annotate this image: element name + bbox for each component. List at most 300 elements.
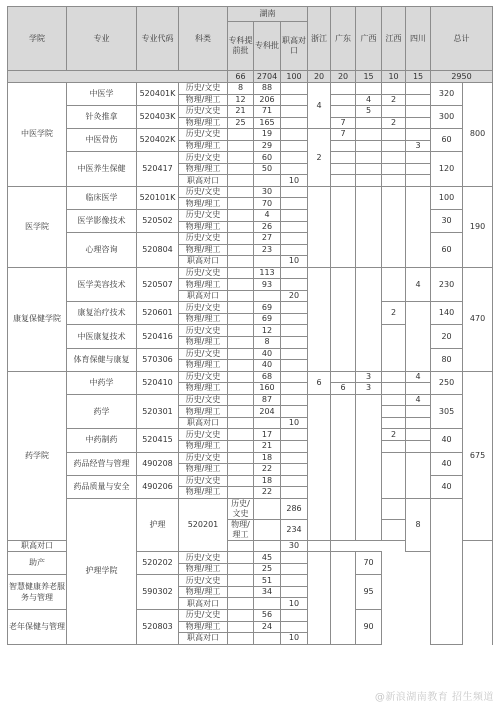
cell [331,552,356,644]
total-sichuan: 15 [406,71,431,83]
cell [406,406,431,418]
major-total: 250 [431,371,463,394]
cell [228,175,254,187]
cell: 23 [254,244,281,256]
cell [228,552,254,564]
cell: 34 [254,586,281,598]
major-code: 520101K [137,186,179,209]
cell [228,633,254,645]
cell [281,586,308,598]
cell: 40 [254,360,281,372]
cell [281,233,308,245]
cell [281,152,308,164]
cell [254,540,281,552]
subject-cell: 物理/理工 [179,279,228,291]
subject-cell: 历史/文史 [179,267,228,279]
cell: 4 [406,394,431,406]
major-name: 中医学 [67,83,137,106]
cell [382,394,406,406]
cell [228,337,254,349]
cell [254,175,281,187]
cell: 3 [356,371,382,383]
cell: 70 [254,198,281,210]
header-zhejiang: 浙江 [308,7,331,71]
table-row [8,394,493,406]
cell [331,175,356,187]
cell [382,371,406,383]
major-name: 老年保健与管理 [8,609,67,644]
cell [356,186,382,267]
cell: 24 [254,621,281,633]
subject-cell: 职高对口 [8,540,67,552]
major-name: 医学影像技术 [67,210,137,233]
cell [254,256,281,268]
cell: 60 [254,152,281,164]
major-total: 95 [356,575,382,610]
major-total: 40 [431,475,463,498]
subject-cell: 历史/文史 [179,302,228,314]
cell [228,290,254,302]
cell: 56 [254,609,281,621]
cell [331,83,356,95]
cell [406,186,431,267]
major-code: 520417 [137,152,179,187]
subject-cell: 历史/文史 [179,429,228,441]
cell [281,94,308,106]
cell [382,83,406,95]
cell: 50 [254,163,281,175]
cell: 6 [308,371,331,394]
total-guangxi: 15 [356,71,382,83]
cell [281,117,308,129]
cell [228,233,254,245]
cell [281,337,308,349]
major-name: 康复治疗技术 [67,302,137,325]
cell [406,429,431,441]
cell [281,464,308,476]
cell [228,563,254,575]
total-hunan-vocational: 100 [281,71,308,83]
cell [228,163,254,175]
cell: 68 [254,371,281,383]
cell: 71 [254,106,281,118]
subject-cell: 物理/理工 [179,360,228,372]
cell [228,394,254,406]
subject-cell: 职高对口 [179,417,228,429]
cell: 17 [254,429,281,441]
cell [228,325,254,337]
cell: 45 [254,552,281,564]
major-code: 520401K [137,83,179,106]
major-total: 60 [431,129,463,152]
cell [382,163,406,175]
major-name: 体育保健与康复 [67,348,137,371]
major-code: 520601 [137,302,179,325]
subject-cell: 物理/理工 [179,337,228,349]
cell [281,244,308,256]
cell: 2 [382,302,406,325]
table-row [8,498,493,519]
cell: 113 [254,267,281,279]
cell: 18 [254,475,281,487]
major-code: 490208 [137,452,179,475]
college-name: 康复保健学院 [8,267,67,371]
table-row [8,106,493,118]
major-total: 90 [356,609,382,644]
cell [228,129,254,141]
cell [382,140,406,152]
cell [281,429,308,441]
subject-cell: 历史/文史 [179,106,228,118]
cell [406,106,431,118]
subject-cell: 历史/文史 [179,475,228,487]
cell [406,152,431,164]
cell [331,186,356,267]
cell [281,348,308,360]
cell: 206 [254,94,281,106]
cell [228,540,254,552]
cell: 4 [406,371,431,383]
subject-cell: 历史/文史 [179,210,228,222]
cell [356,394,382,540]
cell [382,498,406,519]
cell [382,186,406,267]
subject-cell: 物理/理工 [179,406,228,418]
cell [228,598,254,610]
cell: 87 [254,394,281,406]
subject-cell: 历史/文史 [179,129,228,141]
cell: 12 [228,94,254,106]
cell [382,152,406,164]
cell [228,575,254,587]
table-row [8,83,493,95]
cell [406,302,431,371]
header-college: 学院 [8,7,67,71]
cell: 10 [281,417,308,429]
cell [382,383,406,395]
cell [281,406,308,418]
cell: 51 [254,575,281,587]
cell [356,83,382,95]
cell: 8 [406,498,431,552]
header-subject: 科类 [179,7,228,71]
cell: 88 [254,83,281,95]
major-name: 助产 [8,552,67,575]
major-name: 中药制药 [67,429,137,452]
subject-cell: 物理/理工 [179,440,228,452]
major-name: 中医骨伤 [67,129,137,152]
cell [228,452,254,464]
major-total: 100 [431,186,463,209]
header-hunan-early: 专科提前批 [228,22,254,71]
cell [281,140,308,152]
cell: 26 [254,221,281,233]
subject-cell: 物理/理工 [179,383,228,395]
major-total: 80 [431,348,463,371]
cell [331,106,356,118]
major-code: 520507 [137,267,179,302]
cell [228,221,254,233]
cell [406,163,431,175]
cell [308,540,331,552]
cell [228,371,254,383]
college-total: 190 [463,186,493,267]
major-code: 520804 [137,233,179,268]
subject-cell: 历史/文史 [179,348,228,360]
major-total: 320 [431,83,463,106]
cell [308,267,331,371]
major-total: 70 [356,552,382,575]
major-total: 140 [431,302,463,325]
cell [406,175,431,187]
cell [382,129,406,141]
cell [281,487,308,499]
cell [281,371,308,383]
cell [281,563,308,575]
subject-cell: 历史/文史 [228,498,254,519]
cell: 165 [254,117,281,129]
cell: 2 [382,117,406,129]
cell [281,621,308,633]
table-row [8,302,493,314]
cell [228,348,254,360]
cell [281,575,308,587]
major-name: 中医康复技术 [67,325,137,348]
cell: 4 [254,210,281,222]
subject-cell: 职高对口 [179,598,228,610]
subject-cell: 职高对口 [179,175,228,187]
cell: 4 [406,267,431,302]
cell: 160 [254,383,281,395]
subject-cell: 物理/理工 [179,487,228,499]
cell [228,140,254,152]
subject-cell: 物理/理工 [179,464,228,476]
header-guangdong: 广东 [331,7,356,71]
major-name: 临床医学 [67,186,137,209]
cell [281,452,308,464]
cell [406,94,431,106]
subject-cell: 历史/文史 [179,233,228,245]
cell [228,621,254,633]
college-total: 470 [463,267,493,371]
major-code: 490206 [137,475,179,498]
subject-cell: 物理/理工 [179,244,228,256]
cell [281,163,308,175]
enrollment-plan-table-container [7,6,492,645]
cell [228,475,254,487]
college-name: 中医学院 [8,83,67,187]
subject-cell: 历史/文史 [179,83,228,95]
cell: 69 [254,313,281,325]
major-code: 520402K [137,129,179,152]
cell [331,163,356,175]
cell: 8 [228,83,254,95]
cell: 20 [281,290,308,302]
cell [228,360,254,372]
cell [406,129,431,141]
major-total: 60 [431,233,463,268]
cell: 10 [281,598,308,610]
cell [406,383,431,395]
cell: 2 [382,429,406,441]
cell: 21 [254,440,281,452]
subject-cell: 物理/理工 [179,586,228,598]
header-jiangxi: 江西 [382,7,406,71]
header-hunan: 湖南 [228,7,308,22]
cell [431,498,463,644]
cell [254,633,281,645]
cell [356,129,382,141]
subject-cell: 物理/理工 [179,163,228,175]
major-code: 520201 [179,498,228,552]
cell [281,394,308,406]
cell [356,117,382,129]
cell: 21 [228,106,254,118]
cell [406,440,431,452]
major-name: 护理 [137,498,179,552]
cell [228,302,254,314]
subject-cell: 物理/理工 [179,563,228,575]
table-row [8,186,493,198]
major-code: 590302 [137,575,179,610]
cell [331,371,356,383]
cell: 27 [254,233,281,245]
subject-cell: 历史/文史 [179,325,228,337]
cell [382,267,406,302]
cell [228,440,254,452]
cell [331,152,356,164]
cell [228,186,254,198]
college-name: 药学院 [8,371,67,540]
college-total: 675 [463,371,493,540]
subject-cell: 历史/文史 [179,609,228,621]
cell: 5 [356,106,382,118]
header-hunan-vocational: 职高对口 [281,22,308,71]
cell [308,552,331,644]
cell [382,519,406,540]
cell [331,94,356,106]
watermark: @新浪湖南教育 招生频道 [374,692,494,703]
subject-cell: 历史/文史 [179,575,228,587]
cell [228,487,254,499]
major-name: 心理咨询 [67,233,137,268]
cell [281,475,308,487]
header-hunan-regular: 专科批 [254,22,281,71]
major-name: 中药学 [67,371,137,394]
table-row [8,371,493,383]
cell [356,152,382,164]
subject-cell: 物理/理工 [179,140,228,152]
subject-cell: 历史/文史 [179,186,228,198]
cell [228,313,254,325]
enrollment-plan-table [7,6,493,645]
cell [228,198,254,210]
cell [228,267,254,279]
cell: 10 [281,256,308,268]
cell [331,140,356,152]
cell: 7 [331,129,356,141]
subject-cell: 职高对口 [179,290,228,302]
major-name: 医学美容技术 [67,267,137,302]
cell [281,440,308,452]
cell [281,552,308,564]
subject-cell: 物理/理工 [179,198,228,210]
cell [308,186,331,267]
cell: 30 [254,186,281,198]
cell [254,598,281,610]
cell: 19 [254,129,281,141]
cell [382,175,406,187]
major-code: 520415 [137,429,179,452]
cell [228,152,254,164]
major-total: 300 [431,106,463,129]
major-total: 230 [431,267,463,302]
cell [281,360,308,372]
table-row [8,429,493,441]
cell [254,519,281,540]
cell [406,117,431,129]
cell [281,302,308,314]
cell [228,210,254,222]
cell [356,175,382,187]
college-total: 800 [463,83,493,187]
cell [228,429,254,441]
cell [254,417,281,429]
header-major: 专业 [67,7,137,71]
subject-cell: 职高对口 [179,256,228,268]
cell [281,210,308,222]
table-row [8,267,493,279]
total-hunan-regular: 2704 [254,71,281,83]
cell [281,325,308,337]
major-code: 520301 [137,394,179,429]
cell [228,383,254,395]
major-name: 中医养生保健 [67,152,137,187]
cell [331,394,356,540]
table-row [8,452,493,464]
major-code: 520410 [137,371,179,394]
cell: 4 [356,94,382,106]
cell: 25 [254,563,281,575]
cell [228,417,254,429]
subject-cell: 物理/理工 [179,621,228,633]
total-guangdong: 20 [331,71,356,83]
subject-cell: 物理/理工 [179,221,228,233]
cell: 22 [254,487,281,499]
cell [406,417,431,429]
cell [228,406,254,418]
cell [382,440,406,452]
cell: 4 [308,83,331,129]
cell: 69 [254,302,281,314]
cell [281,313,308,325]
cell [356,140,382,152]
subject-cell: 物理/理工 [179,313,228,325]
cell: 6 [331,383,356,395]
cell: 7 [331,117,356,129]
cell [281,83,308,95]
major-total: 120 [431,152,463,187]
cell [228,464,254,476]
cell [308,394,331,540]
cell [382,417,406,429]
major-total: 40 [431,452,463,475]
major-name: 针灸推拿 [67,106,137,129]
subject-cell: 历史/文史 [179,552,228,564]
subject-cell: 物理/理工 [179,94,228,106]
cell [254,498,281,519]
subject-cell: 历史/文史 [179,394,228,406]
